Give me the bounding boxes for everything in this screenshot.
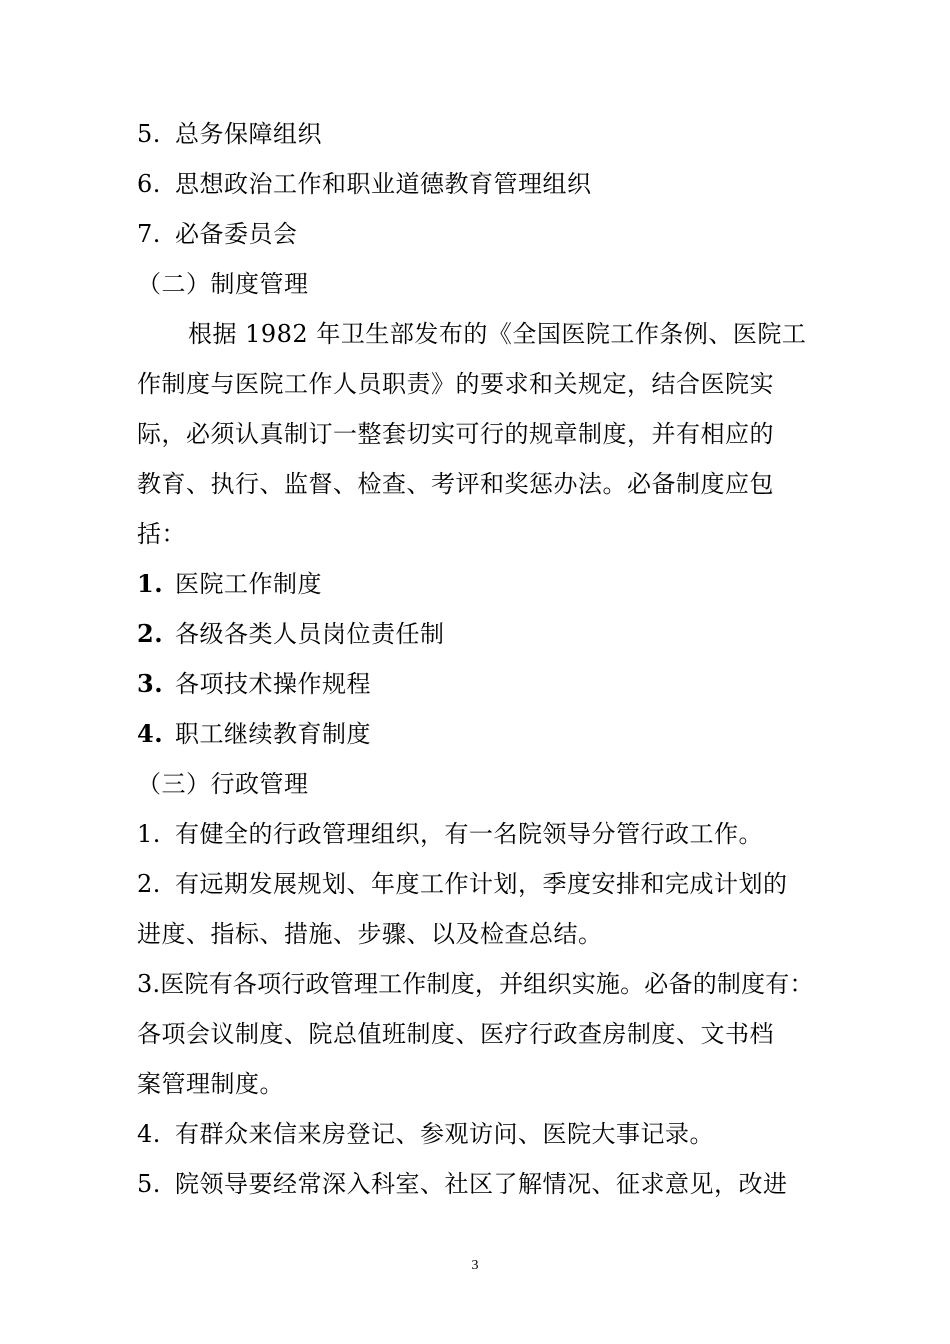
paragraph-line: 际，必须认真制订一整套切实可行的规章制度，并有相应的 — [137, 420, 774, 448]
list-text: 必备委员会 — [175, 220, 298, 248]
paragraph-line: 括： — [137, 520, 186, 548]
paragraph-line: 各项会议制度、院总值班制度、医疗行政查房制度、文书档 — [137, 1020, 774, 1048]
list-number: 2. — [137, 870, 161, 898]
list-number: 4. — [137, 1120, 161, 1148]
list-number: 5. — [137, 1170, 161, 1198]
list-text: 思想政治工作和职业道德教育管理组织 — [175, 170, 592, 198]
list-text: 有群众来信来房登记、参观访问、医院大事记录。 — [175, 1120, 714, 1148]
list-item-continuation: 进度、指标、措施、步骤、以及检查总结。 — [137, 920, 603, 948]
list-item — [137, 169, 592, 199]
list-text: 各级各类人员岗位责任制 — [175, 620, 445, 648]
paragraph-line: 作制度与医院工作人员职责》的要求和关规定，结合医院实 — [137, 370, 774, 398]
list-text: 有健全的行政管理组织，有一名院领导分管行政工作。 — [175, 820, 763, 848]
list-item — [137, 619, 445, 649]
list-text: 总务保障组织 — [175, 120, 322, 148]
list-number: 3. — [137, 669, 164, 698]
list-item — [137, 719, 371, 749]
list-item — [137, 569, 322, 599]
list-item — [137, 869, 788, 899]
list-text: 医院工作制度 — [175, 570, 322, 598]
list-number: 1. — [137, 820, 161, 848]
list-item — [137, 1119, 714, 1149]
list-number: 1. — [137, 569, 164, 598]
list-text: 各项技术操作规程 — [175, 670, 371, 698]
list-number: 6. — [137, 170, 161, 198]
list-item — [137, 669, 371, 699]
paragraph-line: 根据 1982 年卫生部发布的《全国医院工作条例、医院工 — [188, 320, 807, 348]
list-number: 7. — [137, 220, 161, 248]
list-number: 2. — [137, 619, 164, 648]
list-number: 4. — [137, 719, 164, 748]
list-item — [137, 1169, 788, 1199]
page-number: 3 — [471, 1258, 479, 1273]
section-heading: （三）行政管理 — [137, 770, 309, 798]
list-text: 院领导要经常深入科室、社区了解情况、征求意见，改进 — [175, 1170, 788, 1198]
list-item — [137, 119, 322, 149]
section-heading: （二）制度管理 — [137, 270, 309, 298]
list-item — [137, 819, 763, 849]
paragraph-line: 3.医院有各项行政管理工作制度，并组织实施。必备的制度有： — [137, 970, 814, 998]
paragraph-line: 案管理制度。 — [137, 1070, 284, 1098]
list-number: 5. — [137, 120, 161, 148]
paragraph-line: 教育、执行、监督、检查、考评和奖惩办法。必备制度应包 — [137, 470, 774, 498]
list-item — [137, 219, 298, 249]
list-text: 职工继续教育制度 — [175, 720, 371, 748]
list-text: 有远期发展规划、年度工作计划，季度安排和完成计划的 — [175, 870, 788, 898]
